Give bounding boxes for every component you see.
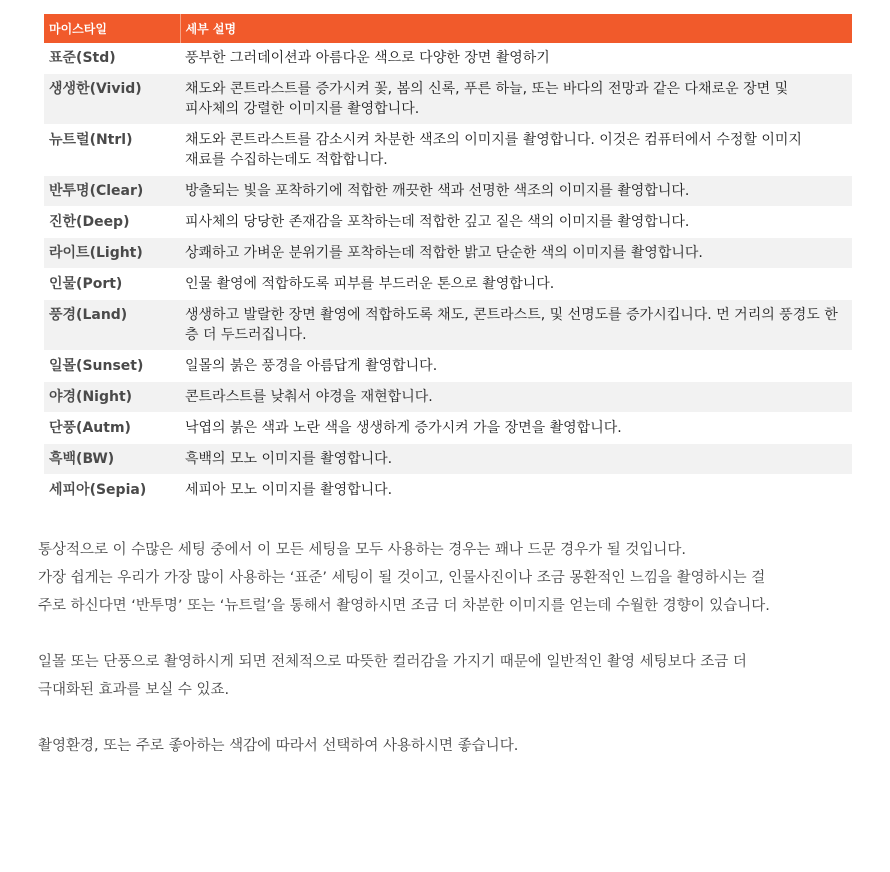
table-row (44, 475, 852, 506)
style-description: 방출되는 빛을 포착하기에 적합한 깨끗한 색과 선명한 색조의 이미지를 촬영합니다. (180, 176, 852, 207)
paragraph-conclusion (38, 732, 858, 760)
style-name: 흑백(BW) (44, 444, 180, 475)
paragraph-line: 촬영환경, 또는 주로 좋아하는 색감에 따라서 선택하여 사용하시면 좋습니다. (38, 738, 519, 754)
style-name: 뉴트럴(Ntrl) (44, 125, 180, 176)
style-name: 진한(Deep) (44, 207, 180, 238)
style-description: 인물 촬영에 적합하도록 피부를 부드러운 톤으로 촬영합니다. (180, 269, 852, 300)
style-name: 일몰(Sunset) (44, 351, 180, 382)
table-row (44, 351, 852, 382)
table-row (44, 125, 852, 176)
style-name: 풍경(Land) (44, 300, 180, 351)
paragraph-line: 일몰 또는 단풍으로 촬영하시게 되면 전체적으로 따뜻한 컬러감을 가지기 때문에 일반적인 촬영 세팅보다 조금 더 (38, 654, 747, 670)
table-row (44, 207, 852, 238)
table-row (44, 444, 852, 475)
article-body (38, 536, 858, 788)
style-name: 세피아(Sepia) (44, 475, 180, 506)
style-description: 채도와 콘트라스트를 감소시켜 차분한 색조의 이미지를 촬영합니다. 이것은 컴퓨터에서 수정할 이미지 재료를 수집하는데도 적합합니다. (180, 125, 852, 176)
table-header-row (44, 14, 852, 43)
style-description: 풍부한 그러데이션과 아름다운 색으로 다양한 장면 촬영하기 (180, 43, 852, 74)
table-row (44, 74, 852, 125)
my-style-table (44, 14, 852, 506)
paragraph-line: 가장 쉽게는 우리가 가장 많이 사용하는 ‘표준’ 세팅이 될 것이고, 인물사진이나 조금 몽환적인 느낌을 촬영하시는 걸 (38, 570, 766, 586)
style-description: 흑백의 모노 이미지를 촬영합니다. (180, 444, 852, 475)
style-name: 생생한(Vivid) (44, 74, 180, 125)
table-row (44, 43, 852, 74)
table-row (44, 269, 852, 300)
style-name: 라이트(Light) (44, 238, 180, 269)
style-name: 단풍(Autm) (44, 413, 180, 444)
header-my-style: 마이스타일 (44, 14, 180, 43)
style-name: 야경(Night) (44, 382, 180, 413)
paragraph-line: 통상적으로 이 수많은 세팅 중에서 이 모든 세팅을 모두 사용하는 경우는 꽤나 드문 경우가 될 것입니다. (38, 542, 687, 558)
header-description: 세부 설명 (180, 14, 852, 43)
table-body (44, 43, 852, 506)
style-description: 채도와 콘트라스트를 증가시켜 꽃, 봄의 신록, 푸른 하늘, 또는 바다의 전망과 같은 다채로운 장면 및 피사체의 강렬한 이미지를 촬영합니다. (180, 74, 852, 125)
style-description: 생생하고 발랄한 장면 촬영에 적합하도록 채도, 콘트라스트, 및 선명도를 증가시킵니다. 먼 거리의 풍경도 한 층 더 두드러집니다. (180, 300, 852, 351)
style-description: 피사체의 당당한 존재감을 포착하는데 적합한 깊고 짙은 색의 이미지를 촬영합니다. (180, 207, 852, 238)
style-name: 표준(Std) (44, 43, 180, 74)
paragraph-usage-tips (38, 536, 858, 620)
style-description: 일몰의 붉은 풍경을 아름답게 촬영합니다. (180, 351, 852, 382)
table-row (44, 176, 852, 207)
my-style-table-container (44, 14, 852, 506)
paragraph-line: 극대화된 효과를 보실 수 있죠. (38, 682, 230, 698)
table-row (44, 238, 852, 269)
style-description: 상쾌하고 가벼운 분위기를 포착하는데 적합한 밝고 단순한 색의 이미지를 촬영합니다. (180, 238, 852, 269)
style-name: 인물(Port) (44, 269, 180, 300)
table-row (44, 382, 852, 413)
paragraph-line: 주로 하신다면 ‘반투명’ 또는 ‘뉴트럴’을 통해서 촬영하시면 조금 더 차분한 이미지를 얻는데 수월한 경향이 있습니다. (38, 598, 770, 614)
style-description: 낙엽의 붉은 색과 노란 색을 생생하게 증가시켜 가을 장면을 촬영합니다. (180, 413, 852, 444)
table-row (44, 300, 852, 351)
table-row (44, 413, 852, 444)
style-description: 세피아 모노 이미지를 촬영합니다. (180, 475, 852, 506)
style-description: 콘트라스트를 낮춰서 야경을 재현합니다. (180, 382, 852, 413)
paragraph-warm-styles (38, 648, 858, 704)
style-name: 반투명(Clear) (44, 176, 180, 207)
